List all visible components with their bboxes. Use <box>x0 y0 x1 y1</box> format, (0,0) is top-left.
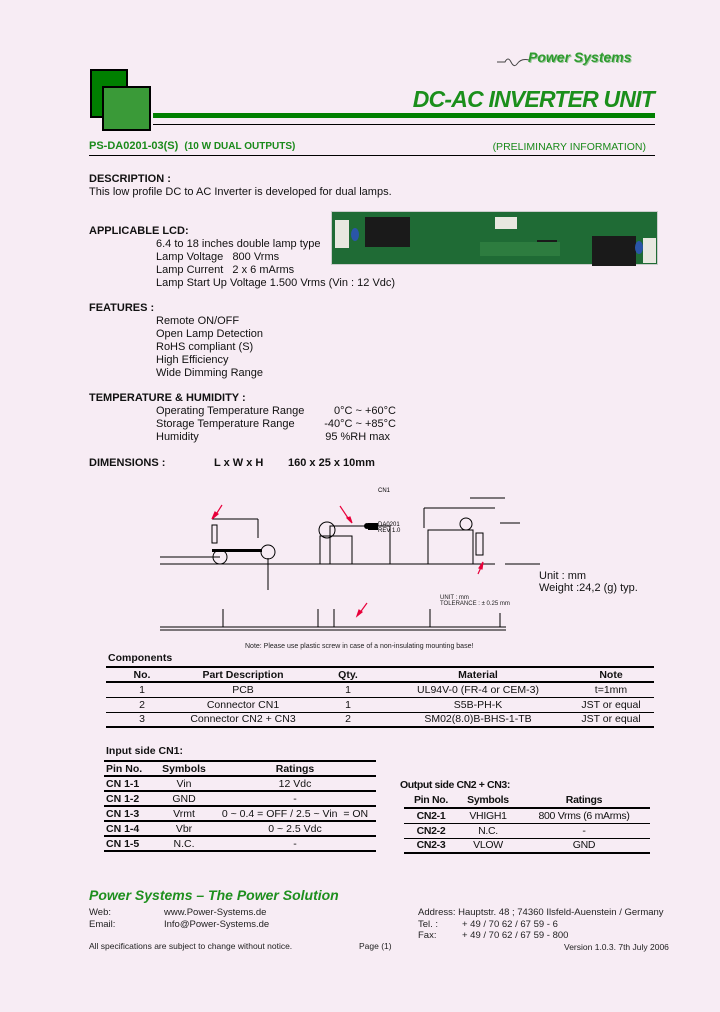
section-divider <box>89 155 655 156</box>
description-heading: DESCRIPTION : <box>89 173 171 185</box>
table-row <box>106 682 654 697</box>
cell: - <box>214 836 376 851</box>
logo-square-front <box>102 86 151 131</box>
cell: CN 1-3 <box>104 806 154 821</box>
cell: 800 Vrms (6 mArms) <box>518 808 650 823</box>
cell: 12 Vdc <box>214 776 376 791</box>
applicable-lcd-heading: APPLICABLE LCD: <box>89 225 189 237</box>
fax-value: + 49 / 70 62 / 67 59 - 800 <box>462 930 569 941</box>
svg-text:DA0201: DA0201 <box>378 522 400 528</box>
dimensions-value: 160 x 25 x 10mm <box>288 457 375 469</box>
column-header: Pin No. <box>404 793 458 808</box>
temperature-heading: TEMPERATURE & HUMIDITY : <box>89 392 246 404</box>
status-label: (PRELIMINARY INFORMATION) <box>492 141 646 153</box>
cell: 1 <box>106 682 178 697</box>
feature-item: Wide Dimming Range <box>156 367 263 379</box>
temperature-label: Operating Temperature Range <box>156 405 305 417</box>
weight-label: Weight :24,2 (g) typ. <box>539 582 638 594</box>
cell: CN 1-1 <box>104 776 154 791</box>
cell: Connector CN1 <box>178 697 308 712</box>
cell: CN 1-4 <box>104 821 154 836</box>
table-row <box>404 808 650 823</box>
features-list <box>156 315 263 380</box>
web-link[interactable]: www.Power-Systems.de <box>164 907 267 918</box>
input-pin-table <box>104 760 376 852</box>
header-rule-thin <box>153 124 655 125</box>
temperature-row <box>156 418 396 431</box>
cell: VHIGH1 <box>458 808 518 823</box>
email-label: Email: <box>89 919 116 930</box>
model-number <box>89 140 295 152</box>
cell: t=1mm <box>568 682 654 697</box>
cell: VLOW <box>458 838 518 853</box>
svg-text:REV 1.0: REV 1.0 <box>378 528 401 534</box>
cell: 0 ~ 0.4 = OFF / 2.5 ~ Vin = ON <box>214 806 376 821</box>
web-label: Web: <box>89 907 112 918</box>
cell: PCB <box>178 682 308 697</box>
table-header-row <box>404 793 650 808</box>
lcd-spec-line: Lamp Start Up Voltage 1.500 Vrms (Vin : 12 Vdc) <box>156 277 396 289</box>
column-header: Qty. <box>308 667 388 682</box>
temperature-value: -40°C ~ +85°C <box>324 418 396 430</box>
model-code: PS-DA0201-03(S) <box>89 140 179 152</box>
table-row <box>106 697 654 712</box>
cell: SM02(8.0)B-BHS-1-TB <box>388 712 568 727</box>
table-header-row <box>106 667 654 682</box>
column-header: Symbols <box>458 793 518 808</box>
table-row <box>404 823 650 838</box>
cell: 2 <box>106 697 178 712</box>
footer-tagline: Power Systems – The Power Solution <box>89 887 339 903</box>
output-side-heading: Output side CN2 + CN3: <box>400 779 510 791</box>
cell: CN2-2 <box>404 823 458 838</box>
address: Address: Hauptstr. 48 ; 74360 Ilsfeld-Auenstein / Germany <box>418 907 664 918</box>
version: Version 1.0.3. 7th July 2006 <box>564 942 669 952</box>
column-header: Ratings <box>518 793 650 808</box>
temperature-label: Humidity <box>156 431 199 443</box>
description-text: This low profile DC to AC Inverter is developed for dual lamps. <box>89 186 392 198</box>
dimension-drawing <box>160 478 540 648</box>
temperature-label: Storage Temperature Range <box>156 418 295 430</box>
drawing-unit: UNIT : mm <box>440 595 469 601</box>
output-pin-table <box>404 793 650 854</box>
brand-wave-icon <box>497 56 529 71</box>
cell: 2 <box>308 712 388 727</box>
cell: Vrmt <box>154 806 214 821</box>
components-table <box>106 666 654 728</box>
table-header-row <box>104 761 376 776</box>
input-side-heading: Input side CN1: <box>106 745 184 757</box>
cell: Vin <box>154 776 214 791</box>
temperature-row <box>156 405 396 418</box>
lcd-spec-line: Lamp Current 2 x 6 mArms <box>156 264 295 276</box>
table-row <box>106 712 654 727</box>
table-row <box>104 776 376 791</box>
cell: 0 ~ 2.5 Vdc <box>214 821 376 836</box>
brand-logo: Power Systems <box>528 49 632 65</box>
page-number: Page (1) <box>359 941 392 951</box>
feature-item: RoHS compliant (S) <box>156 341 254 353</box>
column-header: Pin No. <box>104 761 154 776</box>
cell: Vbr <box>154 821 214 836</box>
header-rule-thick <box>153 113 655 118</box>
temperature-row <box>156 431 396 444</box>
components-heading: Components <box>108 652 173 664</box>
temperature-value: 95 %RH max <box>325 431 390 443</box>
cell: CN 1-2 <box>104 791 154 806</box>
temperature-value: 0°C ~ +60°C <box>334 405 396 417</box>
cell: - <box>518 823 650 838</box>
table-row <box>104 836 376 851</box>
temperature-table <box>156 405 396 444</box>
disclaimer: All specifications are subject to change without notice. <box>89 941 293 951</box>
lcd-spec-line: 6.4 to 18 inches double lamp type <box>156 238 321 250</box>
unit-label: Unit : mm <box>539 570 587 582</box>
drawing-note: Note: Please use plastic screw in case of a non-insulating mounting base! <box>245 643 474 650</box>
model-suffix: (10 W DUAL OUTPUTS) <box>184 141 296 152</box>
feature-item: High Efficiency <box>156 354 229 366</box>
tel-value: + 49 / 70 62 / 67 59 - 6 <box>462 919 558 930</box>
column-header: Symbols <box>154 761 214 776</box>
column-header: Note <box>568 667 654 682</box>
cell: 3 <box>106 712 178 727</box>
cell: - <box>214 791 376 806</box>
dimensions-label: L x W x H <box>214 457 264 469</box>
product-photo <box>331 211 658 265</box>
cell: GND <box>154 791 214 806</box>
cell: N.C. <box>458 823 518 838</box>
features-heading: FEATURES : <box>89 302 155 314</box>
cell: CN2-3 <box>404 838 458 853</box>
column-header: Ratings <box>214 761 376 776</box>
feature-item: Remote ON/OFF <box>156 315 240 327</box>
cell: N.C. <box>154 836 214 851</box>
lcd-spec-line: Lamp Voltage 800 Vrms <box>156 251 280 263</box>
column-header: No. <box>106 667 178 682</box>
cell: 1 <box>308 682 388 697</box>
table-row <box>104 791 376 806</box>
email-link[interactable]: Info@Power-Systems.de <box>164 919 270 930</box>
cell: 1 <box>308 697 388 712</box>
cell: GND <box>518 838 650 853</box>
drawing-tolerance: TOLERANCE : ± 0.25 mm <box>440 601 510 607</box>
table-row <box>104 821 376 836</box>
cell: CN2-1 <box>404 808 458 823</box>
cell: JST or equal <box>568 712 654 727</box>
table-row <box>104 806 376 821</box>
cell: Connector CN2 + CN3 <box>178 712 308 727</box>
column-header: Part Description <box>178 667 308 682</box>
svg-text:CN1: CN1 <box>378 488 391 494</box>
cell: JST or equal <box>568 697 654 712</box>
tel-label: Tel. : <box>418 919 439 930</box>
document-title: DC-AC INVERTER UNIT <box>412 86 654 112</box>
cell: S5B-PH-K <box>388 697 568 712</box>
cell: CN 1-5 <box>104 836 154 851</box>
fax-label: Fax: <box>418 930 437 941</box>
column-header: Material <box>388 667 568 682</box>
dimensions-heading: DIMENSIONS : <box>89 457 166 469</box>
table-row <box>404 838 650 853</box>
feature-item: Open Lamp Detection <box>156 328 264 340</box>
cell: UL94V-0 (FR-4 or CEM-3) <box>388 682 568 697</box>
